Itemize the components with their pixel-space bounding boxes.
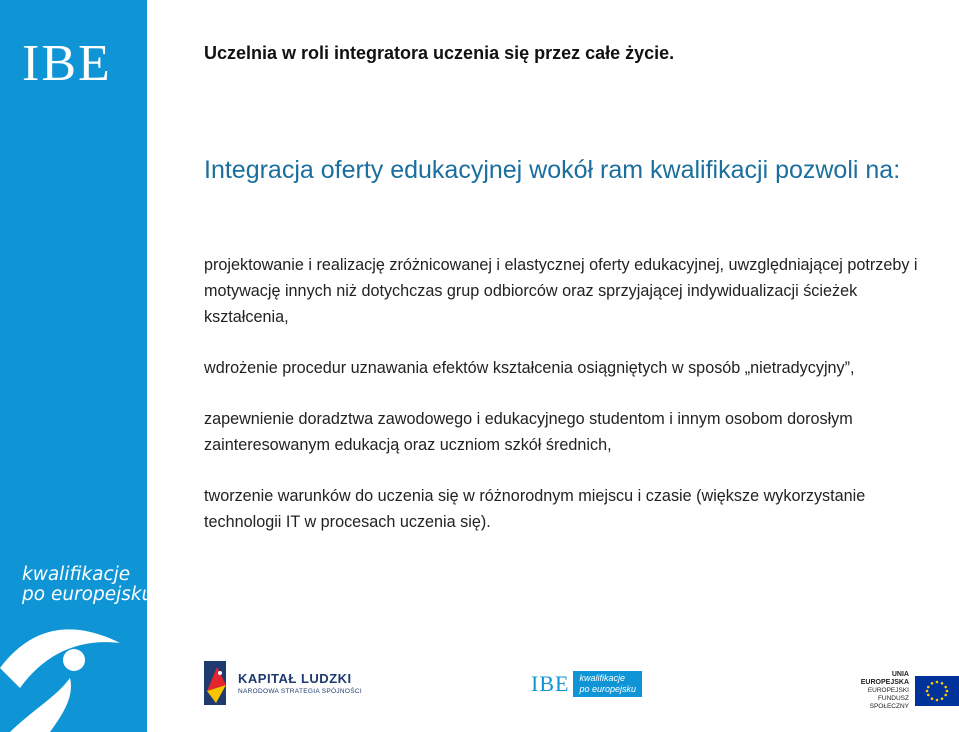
list-item: zapewnienie doradztwa zawodowego i edukacyjnego studentom i innym osobom dorosłym zainteresowanym edukacją oraz uczniom szkół średnich, — [204, 410, 853, 454]
eu-line-2: EUROPEJSKI — [867, 687, 909, 694]
list-item: wdrożenie procedur uznawania efektów kształcenia osiągniętych w sposób „nietradycyjny”, — [204, 359, 855, 377]
brand-line-1: kwalifikacje — [22, 564, 131, 585]
eu-logo — [847, 671, 959, 711]
kapital-ludzki-logo — [202, 661, 362, 705]
bullet-list — [204, 252, 924, 560]
list-item: tworzenie warunków do uczenia się w różnorodnym miejscu i czasie (większe wykorzystanie technologii IT w procesach uczenia się). — [204, 487, 866, 531]
sidebar — [0, 0, 154, 732]
kl-title: KAPITAŁ LUDZKI — [238, 671, 352, 686]
ibe-footer-text: IBE — [531, 671, 570, 696]
eu-line-3: FUNDUSZ SPOŁECZNY — [869, 695, 909, 710]
section-heading: Integracja oferty edukacyjnej wokół ram kwalifikacji pozwoli na: — [204, 156, 901, 184]
ibe-footer-logo — [531, 671, 642, 697]
eu-flag-icon — [915, 676, 959, 706]
footer-logos — [147, 655, 959, 732]
kwalifikacje-logo — [22, 565, 153, 605]
ibe-footer-box — [573, 671, 642, 697]
ibe-logo: IBE — [22, 35, 112, 92]
kl-subtitle: NARODOWA STRATEGIA SPÓJNOŚCI — [238, 688, 362, 695]
kapital-ludzki-icon — [202, 661, 232, 705]
eu-line-1: UNIA EUROPEJSKA — [860, 671, 909, 686]
list-item: projektowanie i realizację zróżnicowanej i elastycznej oferty edukacyjnej, uwzględniającej potrzeby i motywację innych niż dotychczas grup odbiorców oraz sprzyjającej indywidualizacji ścieżek kształcenia, — [204, 256, 918, 326]
brand-line-2: po europejsku — [22, 584, 154, 605]
ibe-box-line-2: po europejsku — [579, 684, 636, 694]
ibe-box-line-1: kwalifikacje — [579, 673, 625, 683]
figure-decoration-icon — [0, 608, 147, 732]
page-title: Uczelnia w roli integratora uczenia się przez całe życie. — [204, 43, 675, 63]
